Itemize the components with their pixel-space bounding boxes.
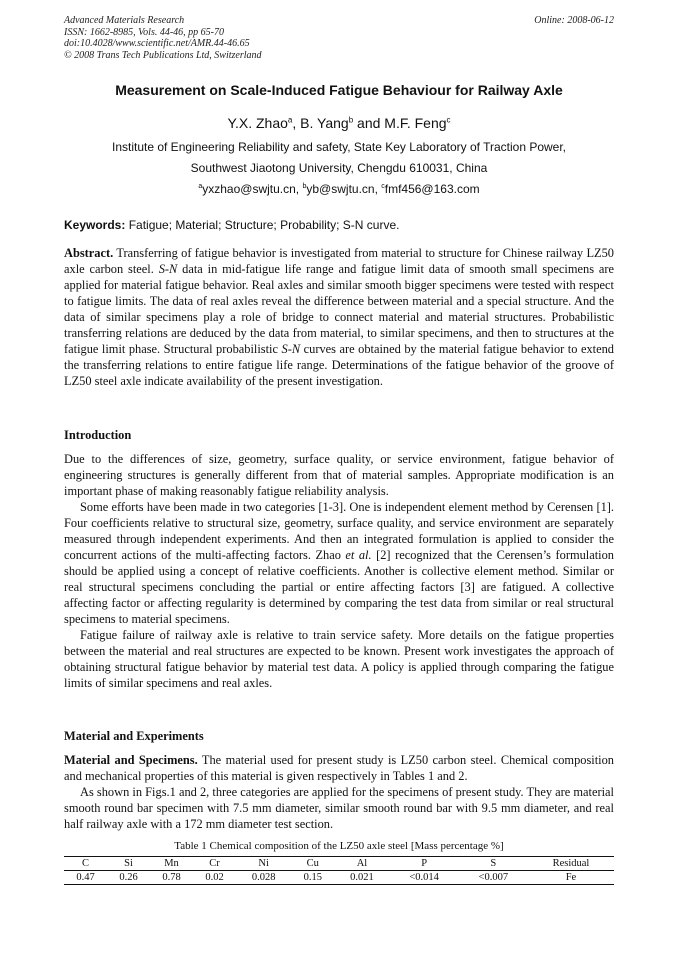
intro-p2-text-2: [2] recognized that the Cerensen’s formulation should be applied using a concept of relative coefficients. Another is collective element method. Similar or real structural specimens concluding the partial or entire affecting factors [3] are fatigued. A collective affecting factor or affecting regularity is determined by comparing the test data from similar or real structural specimens to material specimens. (64, 548, 615, 626)
keywords (64, 218, 614, 232)
materials-subheading: Material and Specimens. (64, 753, 198, 767)
materials-paragraph-2: As shown in Figs.1 and 2, three categories are applied for the specimens of present study. They are material smooth round bar specimen with 7.5 mm diameter, similar smooth round bar with 9.5 mm diameter, and real half railway axle with a 172 mm diameter test section. (64, 785, 614, 831)
copyright-line: © 2008 Trans Tech Publications Ltd, Switzerland (64, 49, 262, 61)
table-header-cell: P (390, 857, 459, 871)
table-header-cell: Cr (193, 857, 236, 871)
table-row (64, 871, 614, 885)
table-1 (64, 856, 614, 885)
author-1-mark: a (287, 115, 293, 125)
abstract-sn-2: S-N (281, 342, 301, 356)
journal-header (64, 15, 262, 61)
email-a: yxzhao@swjtu.cn, (202, 182, 303, 196)
table-header-cell: Cu (291, 857, 334, 871)
introduction-body (64, 451, 614, 691)
email-a-mark: a (198, 183, 203, 190)
author-list (40, 115, 638, 131)
intro-p2-etal: et al. (345, 548, 372, 562)
table-header-cell: Al (334, 857, 389, 871)
introduction-heading: Introduction (64, 428, 132, 442)
table-header-cell: Ni (236, 857, 291, 871)
materials-body (64, 752, 614, 832)
issn-line: ISSN: 1662-8985, Vols. 44-46, pp 65-70 (64, 26, 224, 38)
affiliation-line-2: Southwest Jiaotong University, Chengdu 610031, China (190, 161, 488, 175)
email-b-mark: b (302, 183, 307, 190)
intro-p2-text-1: Some efforts have been made in two categories [1-3]. One is independent element method by Cerensen [1]. Four coefficients relative to structural size, geometry, surface quality, and service environment are separately measured through independent experiments. And then an integrated formulation is applied to consider the concurrent actions of the multi-affecting factors. Zhao (64, 500, 614, 562)
table-header-cell: C (64, 857, 107, 871)
intro-paragraph-2 (64, 499, 614, 627)
table-cell: Fe (528, 871, 614, 885)
table-cell: 0.78 (150, 871, 193, 885)
abstract-sn-1: S-N (158, 262, 178, 276)
table-cell: 0.15 (291, 871, 334, 885)
abstract-label: Abstract. (64, 246, 114, 260)
table-cell: 0.021 (334, 871, 389, 885)
email-c-mark: c (381, 183, 385, 190)
table-header-cell: Residual (528, 857, 614, 871)
abstract-text-2: data in mid-fatigue life range and fatigue limit data of smooth small specimens are applied for material fatigue behavior. Real axles and similar smooth bigger specimens were tested with respect to fatigue limits. The data of real axles reveal the difference between material and a special structure. And the data of similar specimens play a role of bridge to connect material and material structures. Probabilistic transferring relations are deduced by the data from material, to similar specimens, and then to structures at the fatigue limit phase. Structural probabilistic (64, 262, 614, 356)
email-c: fmf456@163.com (384, 182, 480, 196)
author-emails (40, 182, 638, 196)
email-b: yb@swjtu.cn, (306, 182, 382, 196)
author-2-mark: b (348, 115, 354, 125)
keywords-text: Fatigue; Material; Structure; Probability; S-N curve. (125, 218, 400, 232)
doi-line: doi:10.4028/www.scientific.net/AMR.44-46.65 (64, 38, 250, 49)
author-3-mark: c (446, 115, 451, 125)
affiliation-line-1: Institute of Engineering Reliability and safety, State Key Laboratory of Traction Power, (111, 140, 567, 154)
journal-name: Advanced Materials Research (64, 15, 185, 26)
table-cell: 0.26 (107, 871, 150, 885)
abstract-text-1: Transferring of fatigue behavior is investigated from material to structure for Chinese railway LZ50 axle carbon steel. (64, 246, 614, 276)
table-header-cell: S (459, 857, 528, 871)
table-header-cell: Mn (150, 857, 193, 871)
table-1-caption: Table 1 Chemical composition of the LZ50 axle steel [Mass percentage %] (174, 840, 504, 852)
materials-paragraph-1 (64, 752, 614, 784)
abstract (64, 245, 614, 389)
materials-heading: Material and Experiments (64, 729, 204, 743)
abstract-text-3: curves are obtained by the material fatigue behavior to extend the transferring relations to entire fatigue life range. Determinations of the fatigue behavior of the groove of LZ50 steel axle indicate availability of the present investigation. (64, 342, 614, 388)
author-3: and M.F. Feng (353, 115, 447, 131)
materials-p1-text: The material used for present study is LZ50 carbon steel. Chemical composition and mechanical properties of this material is given respectively in Tables 1 and 2. (64, 753, 614, 783)
table-cell: 0.47 (64, 871, 107, 885)
intro-paragraph-3: Fatigue failure of railway axle is relative to train service safety. More details on the fatigue properties between the material and real structures are expected to be known. Present work investigates the approach of obtaining structural fatigue behavior by material test data. A policy is applied through comparing the fatigue limits of similar specimens and real axles. (64, 628, 614, 690)
table-header-cell: Si (107, 857, 150, 871)
table-1-header-row (64, 857, 614, 871)
intro-paragraph-1: Due to the differences of size, geometry, surface quality, or service environment, fatigue behavior of engineering structures is generally different from that of material samples. Appropriate modification is an important phase of making reasonably fatigue reliability analysis. (64, 452, 614, 498)
table-cell: <0.014 (390, 871, 459, 885)
author-2: , B. Yang (292, 115, 349, 131)
paper-title: Measurement on Scale-Induced Fatigue Behaviour for Railway Axle (115, 82, 563, 98)
keywords-label: Keywords: (64, 218, 126, 232)
online-date: Online: 2008-06-12 (534, 15, 614, 26)
table-cell: 0.028 (236, 871, 291, 885)
author-1: Y.X. Zhao (227, 115, 288, 131)
table-cell: <0.007 (459, 871, 528, 885)
table-cell: 0.02 (193, 871, 236, 885)
